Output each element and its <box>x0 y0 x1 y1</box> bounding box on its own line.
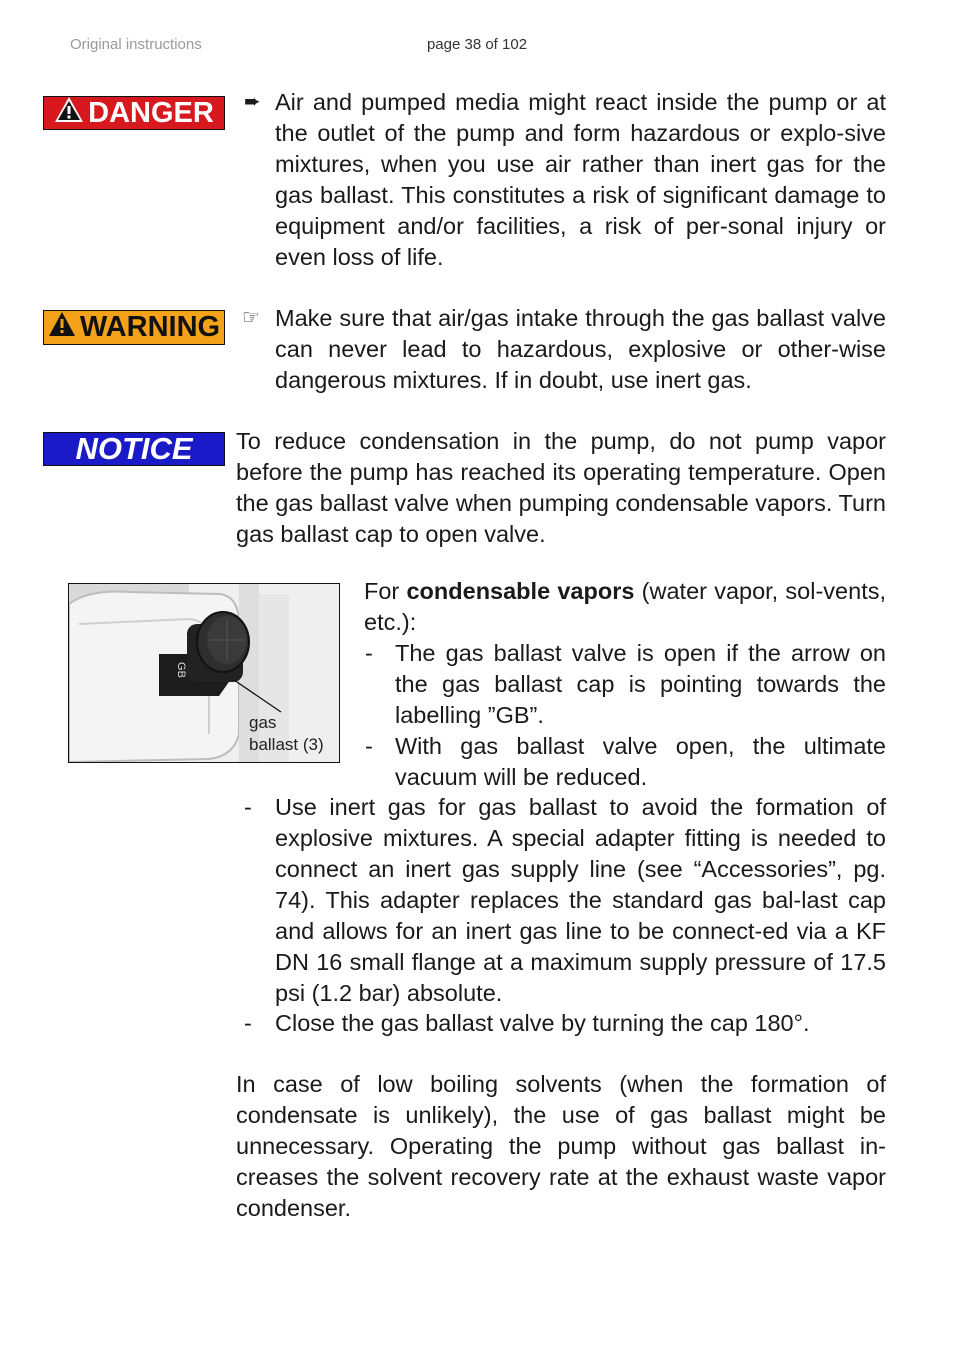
list-dash: - <box>365 640 373 666</box>
caption-line-2: ballast (3) <box>249 735 324 754</box>
caption-line-1: gas <box>249 713 277 732</box>
list-dash: - <box>365 733 373 759</box>
notice-label: NOTICE <box>43 432 225 466</box>
arrow-icon: ➨ <box>244 91 261 113</box>
warning-triangle-icon <box>48 311 76 345</box>
page-number: page 38 of 102 <box>426 36 528 53</box>
pointing-hand-icon: ☞ <box>242 307 260 329</box>
danger-label <box>43 96 225 130</box>
warning-text: Make sure that air/gas intake through the gas ballast valve can never lead to hazardous, explosive or other-wise dangerous mixtures. If in doubt, use inert gas. <box>275 305 886 393</box>
intro-prefix: For <box>364 578 400 604</box>
list-item: The gas ballast valve is open if the arrow on the gas ballast cap is pointing towards the labelling ”GB”. <box>395 640 886 728</box>
danger-text: Air and pumped media might react inside the pump or at the outlet of the pump and form hazardous or explo-sive mixtures, when you use air rather than inert gas for the gas ballast. This constitutes a risk of significant damage to equipment and/or facilities, a risk of per-sonal injury or even loss of life. <box>275 89 886 270</box>
solvents-text: In case of low boiling solvents (when the formation of condensate is unlikely), the use of gas ballast might be unnecessary. Operating the pump without gas ballast in-creases the solvent recovery rate at the exhaust waste vapor condenser. <box>236 1071 886 1221</box>
header-left: Original instructions <box>70 36 202 53</box>
list-item: Use inert gas for gas ballast to avoid the formation of explosive mixtures. A special adapter fitting is needed to connect an inert gas supply line (see “Accessories”, pg. 74). This adapter replaces the standard gas bal-last cap and allows for an inert gas line to be connect-ed via a KF DN 16 small flange at a maximum supply pressure of 17.5 psi (1.2 bar) absolute. <box>275 794 886 1006</box>
list-dash: - <box>244 1010 252 1036</box>
intro-bold: condensable vapors <box>406 578 635 604</box>
gas-ballast-photo <box>68 583 340 763</box>
photo-caption <box>249 712 324 756</box>
condensable-intro <box>364 576 886 638</box>
intro-suffix: (water vapor, sol-vents, etc.): <box>364 578 887 635</box>
warning-label-text: WARNING <box>79 311 221 343</box>
danger-label-text: DANGER <box>88 96 214 129</box>
list-item: Close the gas ballast valve by turning the cap 180°. <box>275 1010 810 1036</box>
warning-triangle-icon <box>54 96 84 131</box>
gb-marking: GB <box>174 662 187 678</box>
warning-label <box>43 310 225 345</box>
notice-text: To reduce condensation in the pump, do not pump vapor before the pump has reached its operating temperature. Open the gas ballast valve when pumping condensable vapors. Turn gas ballast cap to open valve. <box>236 428 886 547</box>
list-item: With gas ballast valve open, the ultimate vacuum will be reduced. <box>395 733 886 790</box>
list-dash: - <box>244 794 252 820</box>
